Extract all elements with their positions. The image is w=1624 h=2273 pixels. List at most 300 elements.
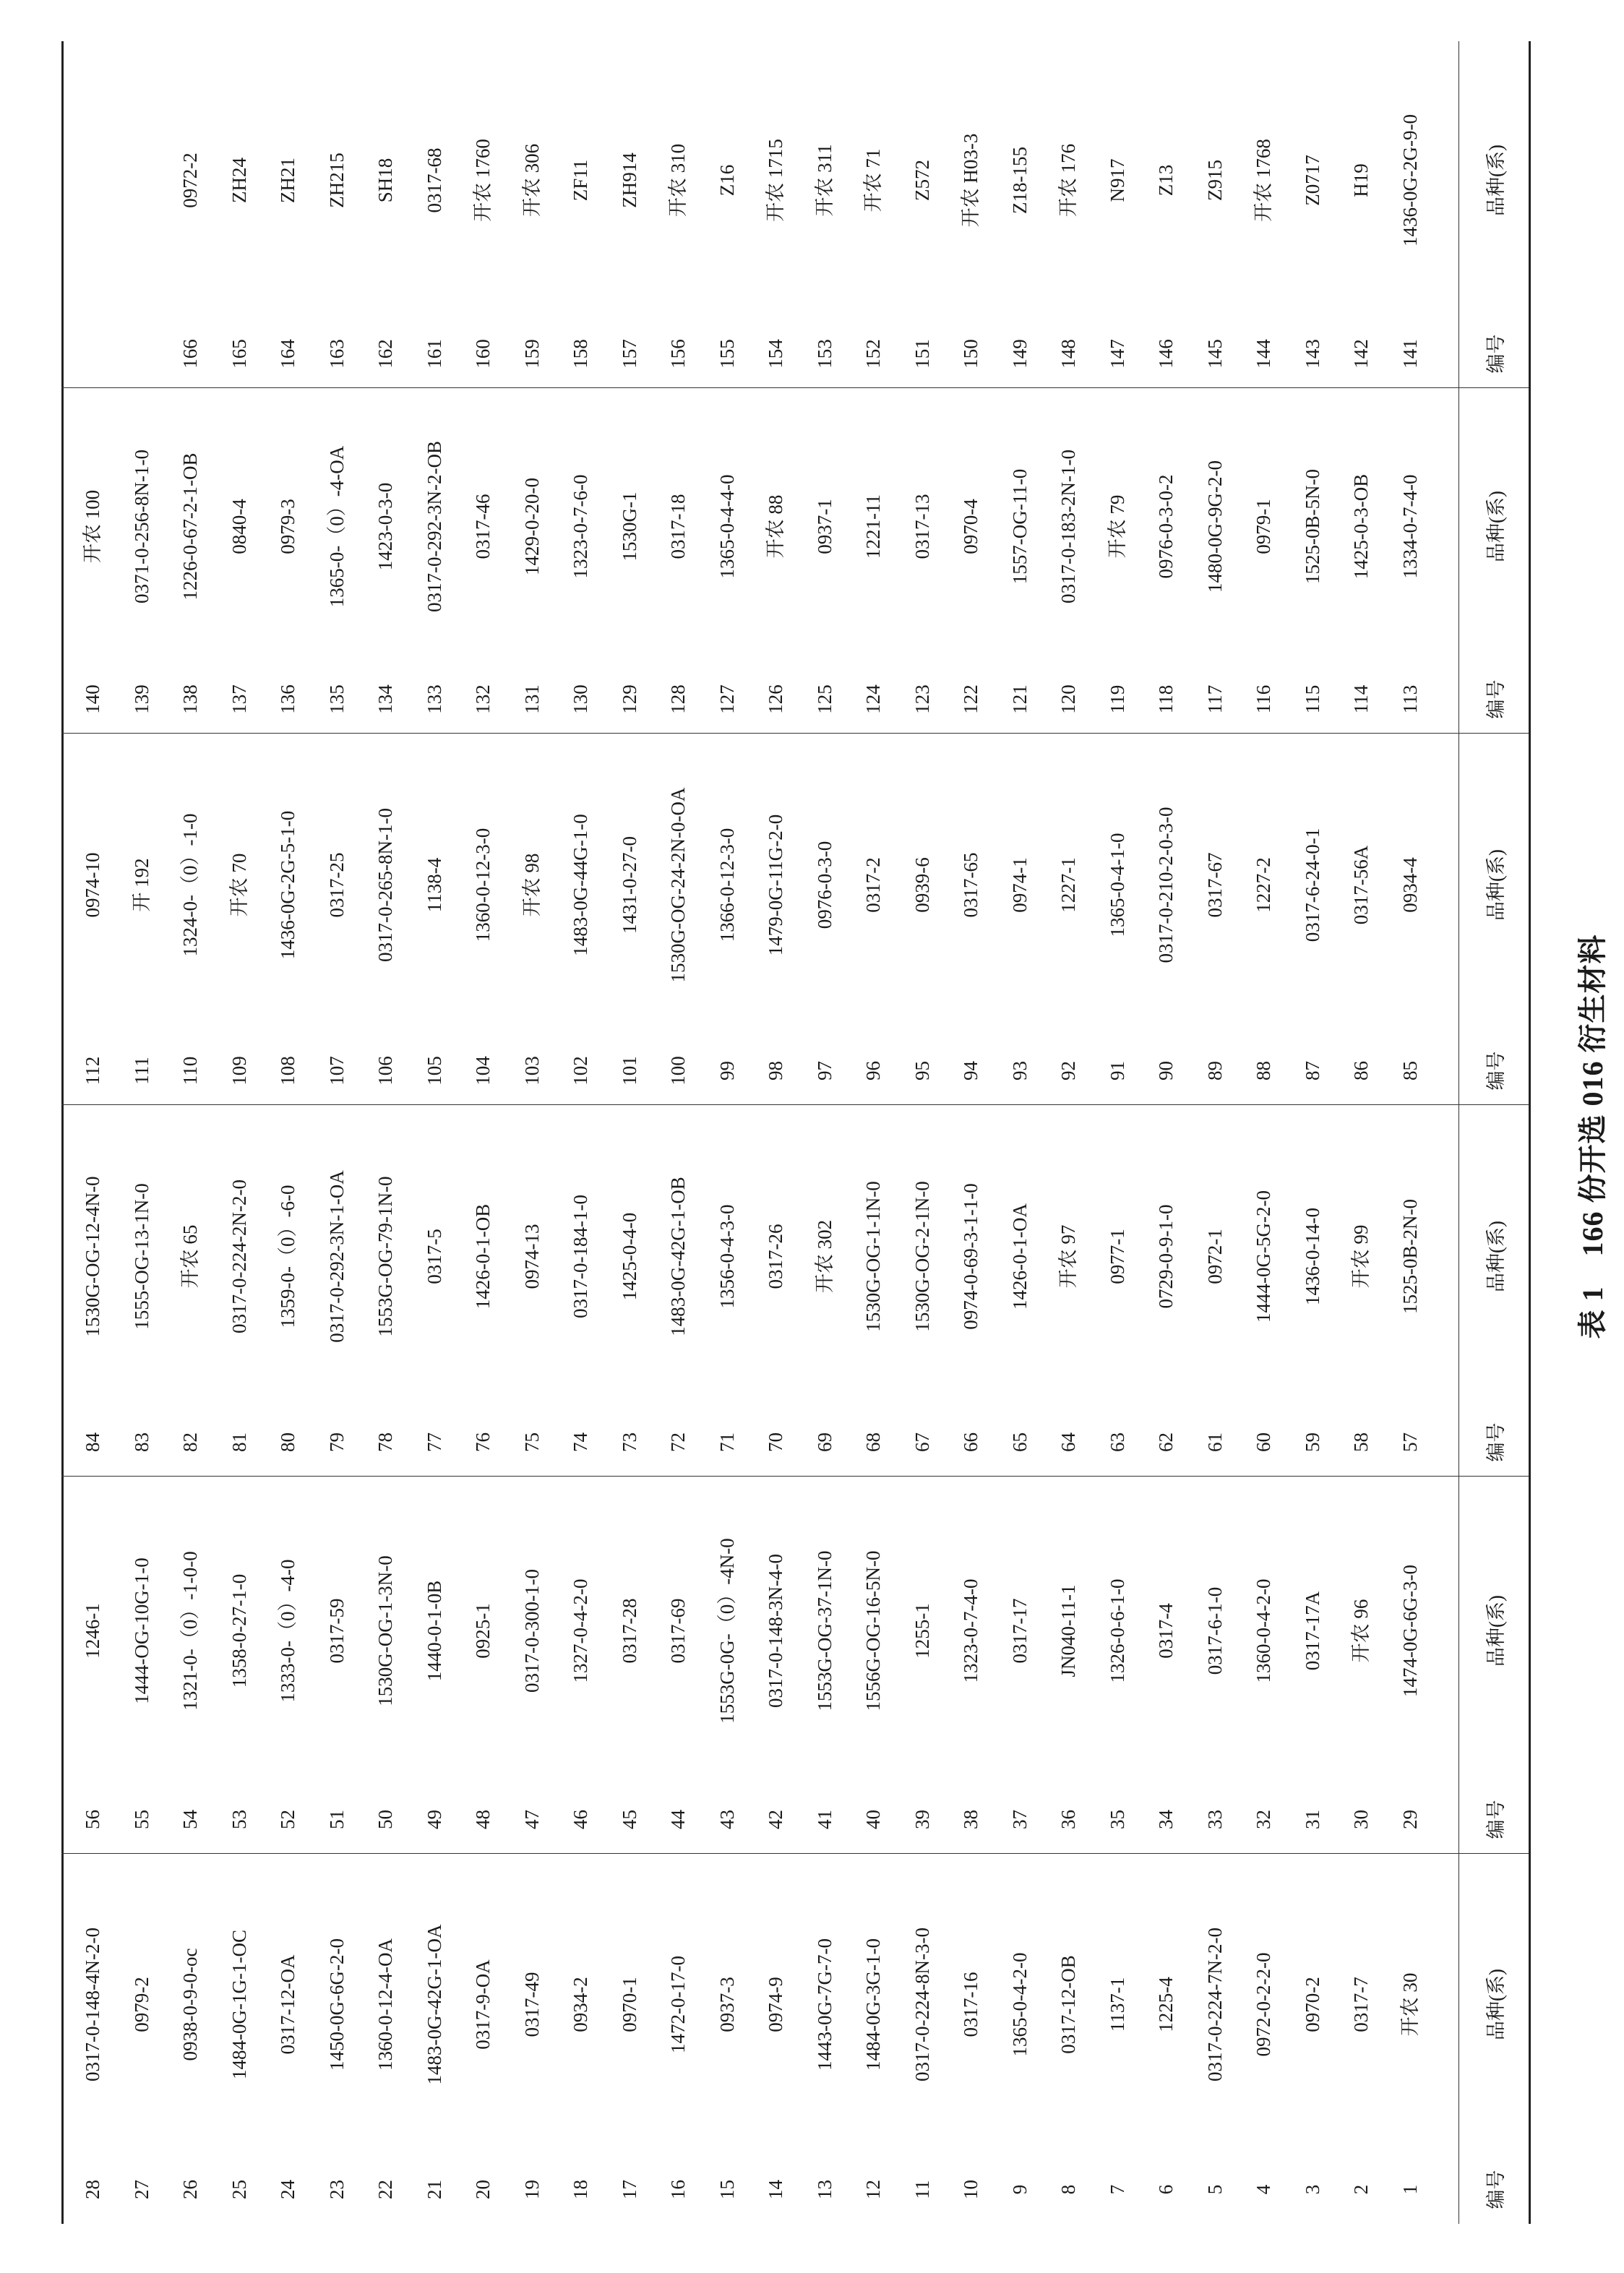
cell-id: 29 <box>1399 1810 1421 1829</box>
cell-id: 135 <box>325 684 348 714</box>
cell-id: 49 <box>423 1810 445 1829</box>
cell-variety: ZF11 <box>570 159 591 202</box>
cell-id: 116 <box>1253 684 1274 714</box>
cell-id: 42 <box>765 1810 786 1829</box>
cell-variety: 1444-OG-10G-1-0 <box>130 1557 152 1704</box>
cell-variety: 1553G-OG-79-1N-0 <box>374 1176 396 1337</box>
cell-id: 62 <box>1155 1432 1177 1452</box>
cell-id: 88 <box>1253 1061 1274 1080</box>
cell-id: 165 <box>228 339 250 369</box>
cell-variety: 0317-6-1-0 <box>1203 1586 1226 1675</box>
cell-id: 27 <box>130 2180 152 2199</box>
cell-id: 52 <box>277 1810 298 1829</box>
cell-variety: 0317-5 <box>423 1229 445 1284</box>
cell-id: 129 <box>618 684 640 714</box>
table-top-rule <box>1529 41 1531 2224</box>
cell-id: 46 <box>570 1810 591 1829</box>
cell-variety: 1557-OG-11-0 <box>1008 468 1031 585</box>
cell-id: 121 <box>1008 684 1031 714</box>
cell-variety: 0317-0-265-8N-1-0 <box>374 808 396 962</box>
cell-variety: 1483-0G-42G-1-OB <box>667 1177 689 1336</box>
cell-variety: 1137-1 <box>1106 1977 1128 2032</box>
cell-variety: 开农 65 <box>179 1224 201 1289</box>
cell-id: 97 <box>813 1061 835 1080</box>
cell-variety: 1365-0-4-4-0 <box>716 474 738 579</box>
cell-variety: 0317-0-148-3N-4-0 <box>765 1554 786 1708</box>
cell-variety: N917 <box>1106 158 1128 202</box>
header-variety: 品种(系) <box>1485 1221 1507 1292</box>
cell-id: 72 <box>667 1432 689 1452</box>
cell-variety: 0317-12-OB <box>1057 1955 1079 2054</box>
cell-id: 15 <box>716 2180 738 2199</box>
cell-variety: 1444-0G-5G-2-0 <box>1253 1190 1274 1323</box>
cell-variety: 0317-59 <box>325 1598 348 1664</box>
cell-id: 146 <box>1155 339 1177 369</box>
cell-id: 78 <box>374 1432 396 1452</box>
cell-variety: 1423-0-3-0 <box>374 482 396 571</box>
cell-variety: 1483-0G-44G-1-0 <box>570 814 591 956</box>
cell-id: 69 <box>813 1432 835 1452</box>
cell-variety: 1246-1 <box>82 1603 103 1659</box>
cell-id: 120 <box>1057 684 1079 714</box>
cell-id: 149 <box>1008 339 1031 369</box>
cell-id: 99 <box>716 1061 738 1080</box>
cell-id: 87 <box>1301 1061 1323 1080</box>
cell-variety: 1360-0-4-2-0 <box>1253 1578 1274 1683</box>
cell-variety: 1555-OG-13-1N-0 <box>130 1183 152 1330</box>
cell-id: 57 <box>1399 1432 1421 1452</box>
cell-variety: 1360-0-12-4-OA <box>374 1938 396 2071</box>
cell-id: 130 <box>570 684 591 714</box>
cell-id: 141 <box>1399 339 1421 369</box>
cell-id: 35 <box>1106 1810 1128 1829</box>
cell-variety: 开农 88 <box>765 494 786 559</box>
cell-id: 45 <box>618 1810 640 1829</box>
cell-id: 12 <box>862 2180 884 2199</box>
header-variety: 品种(系) <box>1485 491 1507 562</box>
cell-variety: 1225-4 <box>1155 1977 1177 2032</box>
cell-variety: 1321-0-（0）-1-0-0 <box>179 1551 201 1711</box>
cell-id: 25 <box>228 2180 250 2199</box>
cell-variety: 0317-0-210-2-0-3-0 <box>1155 807 1177 963</box>
cell-variety: 1484-0G-3G-1-0 <box>862 1938 884 2071</box>
cell-variety: 开农 99 <box>1350 1224 1372 1289</box>
cell-id: 90 <box>1155 1061 1177 1080</box>
cell-id: 43 <box>716 1810 738 1829</box>
cell-variety: 开农 1768 <box>1253 139 1274 222</box>
header-variety: 品种(系) <box>1485 1595 1507 1667</box>
cell-variety: 0317-0-148-4N-2-0 <box>82 1928 103 2081</box>
cell-id: 74 <box>570 1432 591 1452</box>
cell-variety: 1359-0-（0）-6-0 <box>277 1185 298 1328</box>
cell-id: 111 <box>130 1057 152 1085</box>
cell-id: 128 <box>667 684 689 714</box>
cell-variety: 1530G-OG-12-4N-0 <box>82 1176 103 1337</box>
cell-variety: 1525-0B-5N-0 <box>1301 469 1323 584</box>
cell-variety: 0317-56A <box>1350 845 1372 925</box>
cell-id: 153 <box>813 339 835 369</box>
cell-variety: 0317-65 <box>960 852 981 918</box>
cell-variety: 0317-16 <box>960 1972 981 2037</box>
cell-variety: 0976-0-3-0-2 <box>1155 474 1177 579</box>
cell-variety: 0317-0-183-2N-1-0 <box>1057 450 1079 603</box>
cell-variety: 1429-0-20-0 <box>520 478 543 575</box>
cell-variety: 0317-9-OA <box>472 1959 494 2050</box>
cell-variety: Z13 <box>1155 164 1177 197</box>
cell-id: 6 <box>1155 2184 1177 2195</box>
cell-id: 125 <box>813 684 835 714</box>
cell-id: 68 <box>862 1432 884 1452</box>
cell-variety: 1474-0G-6G-3-0 <box>1399 1565 1421 1697</box>
cell-id: 105 <box>423 1056 445 1086</box>
cell-variety: 开农 100 <box>82 489 103 564</box>
cell-id: 145 <box>1203 339 1226 369</box>
cell-id: 136 <box>277 684 298 714</box>
cell-variety: 1440-0-1-0B <box>423 1580 445 1682</box>
cell-id: 119 <box>1106 684 1128 714</box>
cell-variety: 0974-0-69-3-1-1-0 <box>960 1183 981 1330</box>
cell-variety: 0925-1 <box>472 1603 494 1659</box>
cell-id: 162 <box>374 339 396 369</box>
header-id: 编号 <box>1485 334 1507 374</box>
cell-variety: 0317-49 <box>520 1972 543 2037</box>
cell-variety: 1472-0-17-0 <box>667 1956 689 2053</box>
cell-variety: 0317-0-292-3N-2-OB <box>423 441 445 612</box>
cell-variety: 0317-68 <box>423 147 445 213</box>
cell-id: 63 <box>1106 1432 1128 1452</box>
cell-id: 118 <box>1155 684 1177 714</box>
cell-variety: 1431-0-27-0 <box>618 836 640 934</box>
cell-variety: 1327-0-4-2-0 <box>570 1578 591 1683</box>
cell-id: 150 <box>960 339 981 369</box>
cell-id: 155 <box>716 339 738 369</box>
cell-id: 23 <box>325 2180 348 2199</box>
cell-id: 44 <box>667 1810 689 1829</box>
cell-variety: 0979-2 <box>130 1977 152 2032</box>
cell-id: 132 <box>472 684 494 714</box>
cell-variety: 1483-0G-42G-1-OA <box>423 1924 445 2085</box>
cell-id: 91 <box>1106 1061 1128 1080</box>
cell-id: 113 <box>1399 684 1421 714</box>
cell-variety: 1436-0G-2G-5-1-0 <box>277 810 298 960</box>
cell-variety: 1227-1 <box>1057 857 1079 913</box>
cell-id: 20 <box>472 2180 494 2199</box>
cell-variety: 0371-0-256-8N-1-0 <box>130 450 152 603</box>
cell-variety: 1479-0G-11G-2-0 <box>765 814 786 956</box>
cell-id: 151 <box>911 339 933 369</box>
table-bottom-rule <box>61 41 64 2224</box>
cell-variety: 0974-13 <box>520 1224 543 1289</box>
cell-id: 33 <box>1203 1810 1226 1829</box>
cell-variety: 开农 30 <box>1399 1972 1421 2037</box>
cell-id: 7 <box>1106 2184 1128 2195</box>
cell-variety: 开农 176 <box>1057 143 1079 218</box>
cell-id: 115 <box>1301 684 1323 714</box>
cell-variety: 开农 97 <box>1057 1224 1079 1289</box>
cell-id: 138 <box>179 684 201 714</box>
cell-variety: 1227-2 <box>1253 857 1274 913</box>
cell-id: 96 <box>862 1061 884 1080</box>
cell-variety: 1426-0-1-OB <box>472 1203 494 1310</box>
table-title: 表 1 166 份开选 016 衍生材料 <box>1576 934 1609 1339</box>
cell-variety: 0970-2 <box>1301 1977 1323 2032</box>
table-header-rule <box>1458 41 1459 2224</box>
cell-id: 14 <box>765 2180 786 2199</box>
cell-variety: 0317-25 <box>325 852 348 918</box>
cell-id: 64 <box>1057 1432 1079 1452</box>
cell-variety: 0317-18 <box>667 494 689 559</box>
header-id: 编号 <box>1485 1051 1507 1091</box>
cell-variety: 0972-0-2-2-0 <box>1253 1952 1274 2057</box>
cell-variety: 1530G-OG-1-3N-0 <box>374 1555 396 1706</box>
cell-variety: 0317-12-OA <box>277 1954 298 2055</box>
cell-variety: 开农 1715 <box>765 139 786 222</box>
cell-variety: 0317-67 <box>1203 852 1226 918</box>
cell-id: 147 <box>1106 339 1128 369</box>
cell-id: 163 <box>325 339 348 369</box>
cell-id: 84 <box>82 1432 103 1452</box>
header-id: 编号 <box>1485 2170 1507 2209</box>
cell-id: 58 <box>1350 1432 1372 1452</box>
cell-variety: 1333-0-（0）-4-0 <box>277 1559 298 1703</box>
cell-id: 10 <box>960 2180 981 2199</box>
cell-id: 32 <box>1253 1810 1274 1829</box>
cell-id: 61 <box>1203 1432 1226 1452</box>
cell-variety: ZH21 <box>277 158 298 203</box>
cell-variety: 0317-4 <box>1155 1603 1177 1659</box>
cell-variety: 0317-69 <box>667 1598 689 1664</box>
cell-id: 117 <box>1203 684 1226 714</box>
cell-variety: 0979-1 <box>1253 499 1274 554</box>
cell-id: 124 <box>862 684 884 714</box>
cell-variety: 0972-2 <box>179 152 201 208</box>
cell-id: 76 <box>472 1432 494 1452</box>
cell-id: 34 <box>1155 1810 1177 1829</box>
cell-id: 100 <box>667 1056 689 1086</box>
cell-variety: 开 192 <box>130 858 152 912</box>
cell-id: 166 <box>179 339 201 369</box>
cell-variety: 1530G-1 <box>618 491 640 562</box>
cell-id: 26 <box>179 2180 201 2199</box>
cell-variety: 开农 306 <box>520 143 543 218</box>
cell-id: 41 <box>813 1810 835 1829</box>
cell-id: 47 <box>520 1810 543 1829</box>
cell-id: 80 <box>277 1432 298 1452</box>
cell-variety: 开农 71 <box>862 148 884 212</box>
cell-id: 134 <box>374 684 396 714</box>
cell-id: 103 <box>520 1056 543 1086</box>
cell-variety: 1365-0-（0）-4-OA <box>325 445 348 608</box>
cell-variety: 0939-6 <box>911 857 933 913</box>
cell-id: 137 <box>228 684 250 714</box>
cell-id: 156 <box>667 339 689 369</box>
cell-variety: 0937-1 <box>813 499 835 554</box>
cell-variety: 1450-0G-6G-2-0 <box>325 1938 348 2071</box>
cell-variety: 1334-0-7-4-0 <box>1399 474 1421 579</box>
cell-id: 21 <box>423 2180 445 2199</box>
cell-id: 53 <box>228 1810 250 1829</box>
cell-id: 55 <box>130 1810 152 1829</box>
cell-id: 65 <box>1008 1432 1031 1452</box>
cell-variety: ZH24 <box>228 158 250 203</box>
cell-id: 148 <box>1057 339 1079 369</box>
cell-variety: 0317-0-300-1-0 <box>520 1569 543 1693</box>
cell-variety: H19 <box>1350 163 1372 197</box>
cell-variety: 开农 96 <box>1350 1599 1372 1663</box>
cell-variety: ZH914 <box>618 152 640 208</box>
cell-variety: 开农 79 <box>1106 494 1128 559</box>
cell-variety: 1226-0-67-2-1-OB <box>179 452 201 601</box>
cell-id: 106 <box>374 1056 396 1086</box>
cell-variety: 1530G-OG-24-2N-0-OA <box>667 787 689 983</box>
cell-id: 77 <box>423 1432 445 1452</box>
cell-variety: 1443-0G-7G-7-0 <box>813 1938 835 2071</box>
header-variety: 品种(系) <box>1485 145 1507 216</box>
cell-variety: 1365-0-4-2-0 <box>1008 1952 1031 2057</box>
cell-variety: Z0717 <box>1301 155 1323 206</box>
cell-variety: 1530G-OG-2-1N-0 <box>911 1181 933 1332</box>
cell-variety: 0317-0-224-7N-2-0 <box>1203 1928 1226 2081</box>
cell-variety: ZH215 <box>325 152 348 208</box>
cell-id: 24 <box>277 2180 298 2199</box>
cell-id: 107 <box>325 1056 348 1086</box>
cell-id: 40 <box>862 1810 884 1829</box>
cell-id: 109 <box>228 1056 250 1086</box>
cell-variety: 1556G-OG-16-5N-0 <box>862 1550 884 1711</box>
cell-variety: 0317-7 <box>1350 1977 1372 2032</box>
cell-id: 131 <box>520 684 543 714</box>
cell-id: 159 <box>520 339 543 369</box>
cell-id: 59 <box>1301 1432 1323 1452</box>
cell-id: 93 <box>1008 1061 1031 1080</box>
header-variety: 品种(系) <box>1485 1969 1507 2040</box>
cell-id: 102 <box>570 1056 591 1086</box>
cell-id: 54 <box>179 1810 201 1829</box>
cell-variety: JN040-11-1 <box>1057 1584 1079 1677</box>
cell-variety: 0938-0-9-0-oc <box>179 1948 201 2061</box>
cell-id: 11 <box>911 2180 933 2199</box>
cell-variety: 1221-11 <box>862 494 884 559</box>
cell-variety: 0972-1 <box>1203 1229 1226 1284</box>
cell-variety: 0974-9 <box>765 1977 786 2032</box>
cell-id: 95 <box>911 1061 933 1080</box>
cell-id: 143 <box>1301 339 1323 369</box>
cell-id: 31 <box>1301 1810 1323 1829</box>
cell-id: 104 <box>472 1056 494 1086</box>
cell-id: 126 <box>765 684 786 714</box>
cell-id: 92 <box>1057 1061 1079 1080</box>
cell-variety: 1480-0G-9G-2-0 <box>1203 460 1226 593</box>
cell-variety: 0934-2 <box>570 1977 591 2032</box>
header-id: 编号 <box>1485 679 1507 719</box>
cell-variety: 0317-17A <box>1301 1591 1323 1671</box>
cell-variety: Z16 <box>716 164 738 197</box>
cell-variety: 1365-0-4-1-0 <box>1106 833 1128 937</box>
cell-id: 1 <box>1399 2184 1421 2195</box>
cell-variety: 0937-3 <box>716 1977 738 2032</box>
cell-id: 36 <box>1057 1810 1079 1829</box>
cell-variety: 1366-0-12-3-0 <box>716 828 738 942</box>
cell-id: 142 <box>1350 339 1372 369</box>
cell-id: 158 <box>570 339 591 369</box>
cell-id: 5 <box>1203 2184 1226 2195</box>
cell-variety: 开农 H03-3 <box>960 133 981 228</box>
cell-variety: 开农 302 <box>813 1219 835 1294</box>
cell-variety: Z915 <box>1203 160 1226 201</box>
cell-variety: 开农 311 <box>813 144 835 217</box>
cell-id: 37 <box>1008 1810 1031 1829</box>
cell-variety: 开农 310 <box>667 143 689 218</box>
cell-variety: 0317-17 <box>1008 1598 1031 1664</box>
cell-id: 94 <box>960 1061 981 1080</box>
cell-variety: 1425-0-3-OB <box>1350 473 1372 580</box>
cell-id: 112 <box>82 1056 103 1086</box>
cell-id: 101 <box>618 1056 640 1086</box>
cell-id: 110 <box>179 1056 201 1086</box>
cell-id: 48 <box>472 1810 494 1829</box>
cell-variety: 0729-0-9-1-0 <box>1155 1204 1177 1309</box>
cell-id: 83 <box>130 1432 152 1452</box>
cell-id: 70 <box>765 1432 786 1452</box>
cell-id: 133 <box>423 684 445 714</box>
cell-variety: 0974-1 <box>1008 857 1031 913</box>
cell-variety: 1360-0-12-3-0 <box>472 828 494 942</box>
cell-id: 8 <box>1057 2184 1079 2195</box>
cell-id: 18 <box>570 2180 591 2199</box>
cell-variety: 0317-13 <box>911 494 933 559</box>
cell-variety: 开农 70 <box>228 853 250 917</box>
cell-variety: 0317-6-24-0-1 <box>1301 828 1323 942</box>
cell-id: 16 <box>667 2180 689 2199</box>
cell-id: 152 <box>862 339 884 369</box>
cell-id: 140 <box>82 684 103 714</box>
cell-variety: 1324-0-（0）-1-0 <box>179 813 201 957</box>
cell-id: 123 <box>911 684 933 714</box>
cell-id: 157 <box>618 339 640 369</box>
cell-id: 13 <box>813 2180 835 2199</box>
cell-variety: 1530G-OG-1-1N-0 <box>862 1181 884 1332</box>
cell-id: 139 <box>130 684 152 714</box>
cell-variety: 0317-0-224-2N-2-0 <box>228 1180 250 1333</box>
cell-variety: Z572 <box>911 160 933 201</box>
cell-id: 161 <box>423 339 445 369</box>
cell-id: 9 <box>1008 2184 1031 2195</box>
cell-id: 82 <box>179 1432 201 1452</box>
cell-variety: 0970-1 <box>618 1977 640 2032</box>
cell-id: 71 <box>716 1432 738 1452</box>
cell-variety: 1255-1 <box>911 1603 933 1659</box>
cell-variety: 1525-0B-2N-0 <box>1399 1199 1421 1314</box>
cell-id: 50 <box>374 1810 396 1829</box>
cell-id: 79 <box>325 1432 348 1452</box>
cell-id: 98 <box>765 1061 786 1080</box>
cell-id: 30 <box>1350 1810 1372 1829</box>
cell-variety: 开农 98 <box>520 853 543 917</box>
cell-variety: 开农 1760 <box>472 139 494 222</box>
cell-variety: 0317-2 <box>862 857 884 913</box>
cell-variety: 0317-0-224-8N-3-0 <box>911 1928 933 2081</box>
cell-id: 56 <box>82 1810 103 1829</box>
cell-id: 38 <box>960 1810 981 1829</box>
cell-id: 73 <box>618 1432 640 1452</box>
cell-variety: 1138-4 <box>423 857 445 913</box>
cell-variety: 1553G-0G-（0）-4N-0 <box>716 1538 738 1724</box>
cell-id: 22 <box>374 2180 396 2199</box>
cell-variety: 0970-4 <box>960 499 981 554</box>
cell-id: 67 <box>911 1432 933 1452</box>
cell-variety: 0934-4 <box>1399 857 1421 913</box>
cell-variety: 0979-3 <box>277 499 298 554</box>
